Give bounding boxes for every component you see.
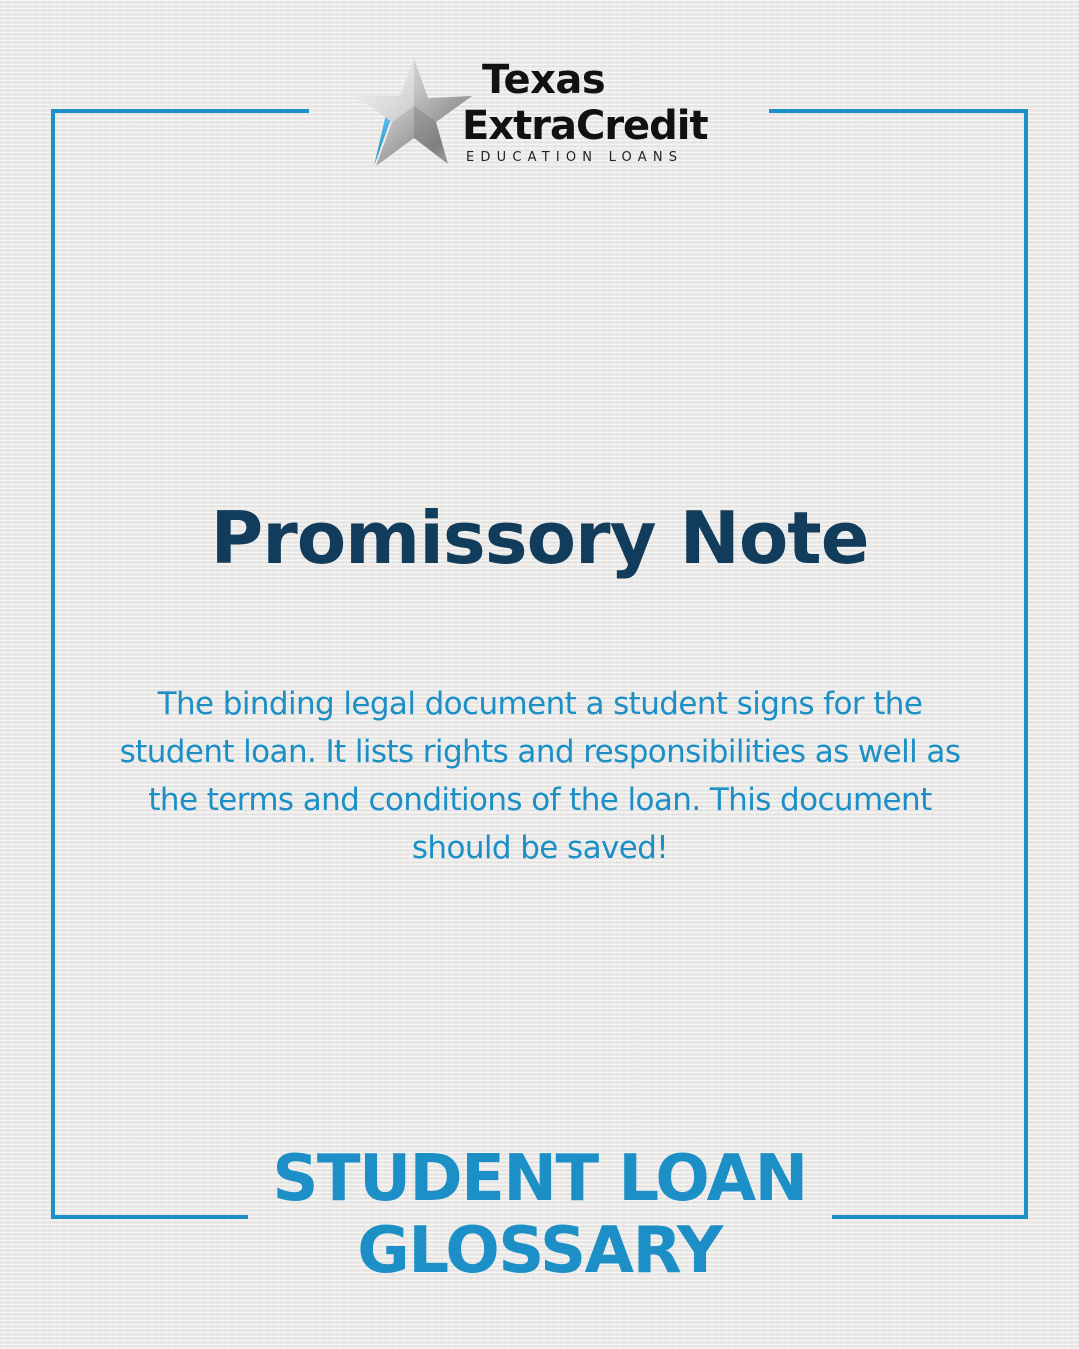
- page-title: Promissory Note: [210, 496, 869, 580]
- brand-tagline: EDUCATION LOANS: [466, 150, 684, 165]
- frame-top-left-line: [51, 109, 309, 113]
- footer-line1: STUDENT LOAN: [272, 1142, 807, 1216]
- frame-right-line: [1024, 109, 1028, 1219]
- brand-name-line2: ExtraCredit: [462, 103, 708, 149]
- glossary-footer: [0, 1143, 1079, 1287]
- frame-top-right-line: [769, 109, 1028, 113]
- frame-left-line: [51, 109, 55, 1219]
- star-icon: [352, 54, 474, 170]
- footer-line2: GLOSSARY: [357, 1214, 722, 1288]
- brand-name-line1: Texas: [482, 57, 606, 103]
- definition-text: The binding legal document a student signs for the student loan. It lists rights and responsibilities as well as the terms and conditions of the loan. This document should be saved!: [119, 686, 961, 866]
- brand-logo: [352, 50, 732, 180]
